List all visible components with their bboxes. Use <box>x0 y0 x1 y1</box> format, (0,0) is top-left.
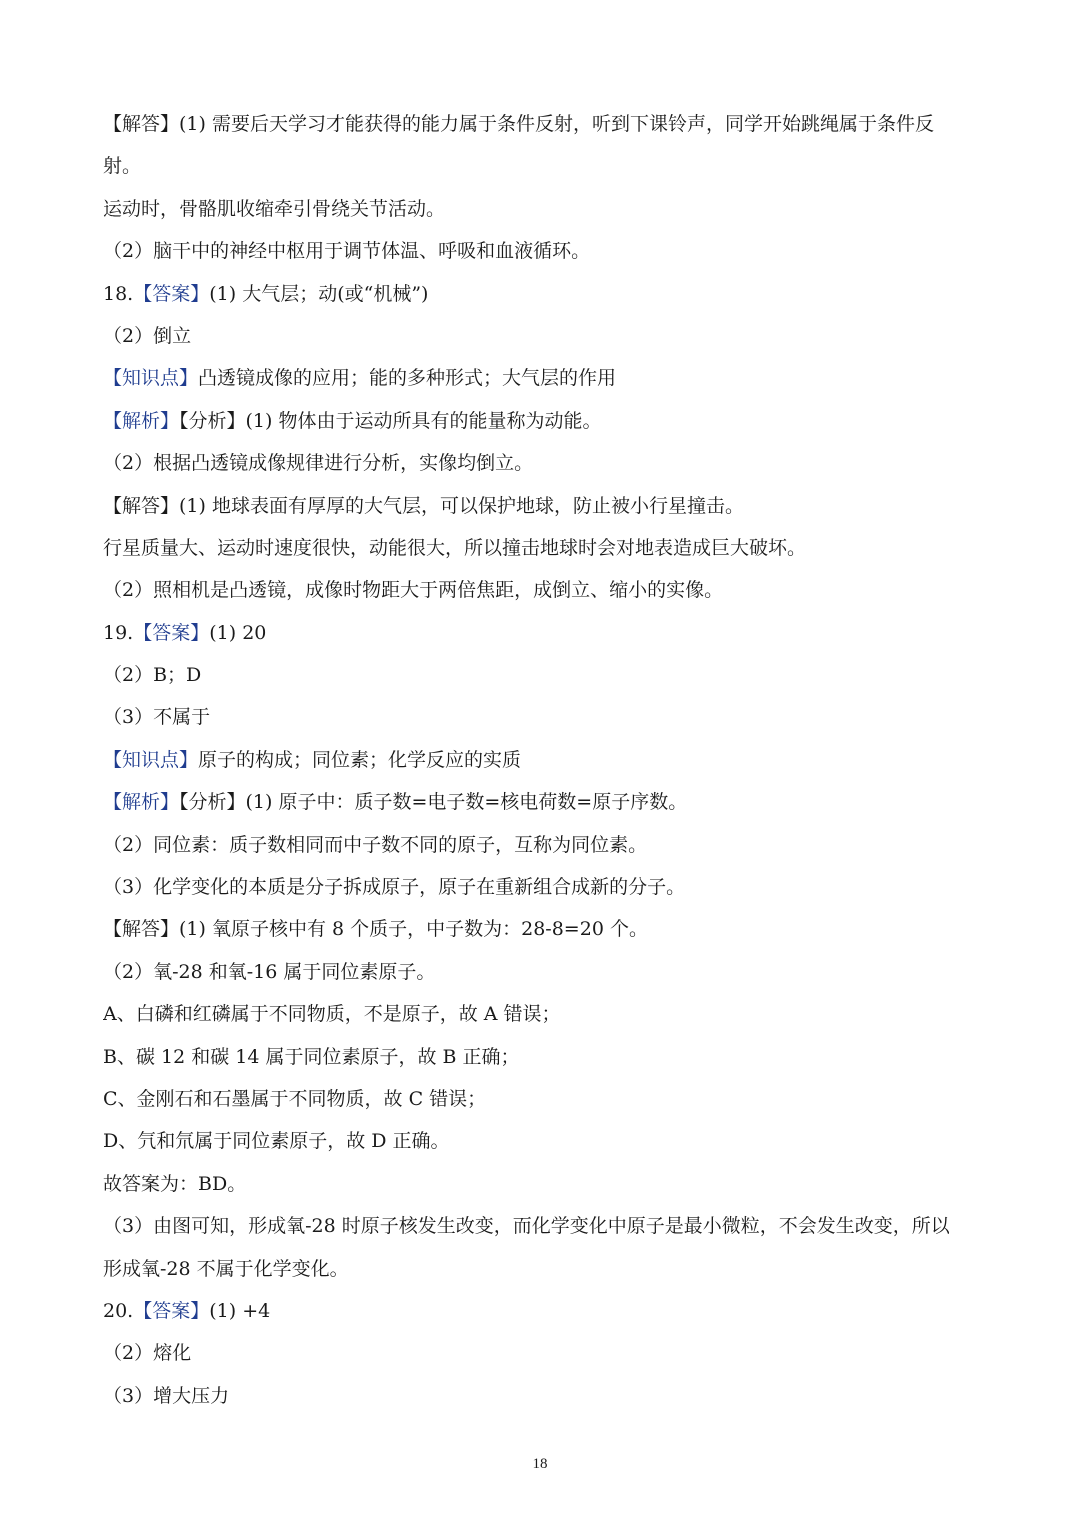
text-line: （2）照相机是凸透镜，成像时物距大于两倍焦距，成倒立、缩小的实像。 <box>103 579 724 602</box>
q20-answer-line <box>103 1290 983 1332</box>
text-line: （3）不属于 <box>103 706 211 729</box>
q18-number: 18. <box>103 282 134 305</box>
text-line: 行星质量大、运动时速度很快，动能很大，所以撞击地球时会对地表造成巨大破坏。 <box>103 536 807 559</box>
text-line: 【解答】(1) 需要后天学习才能获得的能力属于条件反射，听到下课铃声，同学开始跳绳属于条件反 <box>103 113 934 135</box>
q18-answer-text: (1) 大气层；动(或“机械”) <box>209 282 429 305</box>
text-line: （2）熔化 <box>103 1342 192 1365</box>
q20-number: 20. <box>103 1299 134 1322</box>
text-line: （2）B；D <box>103 664 202 687</box>
q18-analysis-text: 【分析】(1) 物体由于运动所具有的能量称为动能。 <box>179 409 602 432</box>
text-line: B、碳 12 和碳 14 属于同位素原子，故 B 正确； <box>103 1045 520 1068</box>
text-line: （2）氧-28 和氧-16 属于同位素原子。 <box>103 960 436 983</box>
text-line: 运动时，骨骼肌收缩牵引骨绕关节活动。 <box>103 197 446 220</box>
text-line: 故答案为：BD。 <box>103 1172 247 1195</box>
q20-answer-text: (1) +4 <box>209 1299 271 1322</box>
text-line: D、氕和氘属于同位素原子，故 D 正确。 <box>103 1130 450 1153</box>
text-line: 【解答】(1) 氧原子核中有 8 个质子，中子数为：28-8=20 个。 <box>103 918 648 941</box>
q19-knowledge-line <box>103 739 983 781</box>
page-number: 18 <box>532 1456 548 1472</box>
analysis-tag: 【解析】 <box>103 409 180 432</box>
answer-tag: 【答案】 <box>133 282 210 305</box>
q19-number: 19. <box>103 621 134 644</box>
q18-knowledge-line <box>103 357 983 399</box>
text-line: A、白磷和红磷属于不同物质，不是原子，故 A 错误； <box>103 1003 561 1026</box>
text-line: 形成氧-28 不属于化学变化。 <box>103 1257 349 1280</box>
q19-analysis-line <box>103 781 983 823</box>
text-line: 射。 <box>103 155 142 178</box>
page-content <box>103 103 983 1417</box>
q19-analysis-text: 【分析】(1) 原子中：质子数=电子数=核电荷数=原子序数。 <box>179 791 688 814</box>
text-line: 【解答】(1) 地球表面有厚厚的大气层，可以保护地球，防止被小行星撞击。 <box>103 494 744 517</box>
text-line: （2）倒立 <box>103 324 192 347</box>
text-line: （3）化学变化的本质是分子拆成原子，原子在重新组合成新的分子。 <box>103 876 686 899</box>
text-line: （3）增大压力 <box>103 1384 230 1407</box>
text-line: （2）脑干中的神经中枢用于调节体温、呼吸和血液循环。 <box>103 240 591 263</box>
answer-tag: 【答案】 <box>133 621 210 644</box>
analysis-tag: 【解析】 <box>103 791 180 814</box>
knowledge-tag: 【知识点】 <box>103 367 199 390</box>
q18-knowledge-text: 凸透镜成像的应用；能的多种形式；大气层的作用 <box>198 367 617 390</box>
text-line: （2）同位素：质子数相同而中子数不同的原子，互称为同位素。 <box>103 833 648 856</box>
text-line: （3）由图可知，形成氧-28 时原子核发生改变，而化学变化中原子是最小微粒，不会发生改变，所以 <box>103 1215 950 1238</box>
text-line: C、金刚石和石墨属于不同物质，故 C 错误； <box>103 1087 487 1110</box>
q19-answer-line <box>103 612 983 654</box>
answer-tag: 【答案】 <box>133 1299 210 1322</box>
q19-answer-text: (1) 20 <box>209 621 267 644</box>
knowledge-tag: 【知识点】 <box>103 748 199 771</box>
q18-analysis-line <box>103 400 983 442</box>
q18-answer-line <box>103 273 983 315</box>
text-line: （2）根据凸透镜成像规律进行分析，实像均倒立。 <box>103 452 534 475</box>
q19-knowledge-text: 原子的构成；同位素；化学反应的实质 <box>198 748 522 771</box>
